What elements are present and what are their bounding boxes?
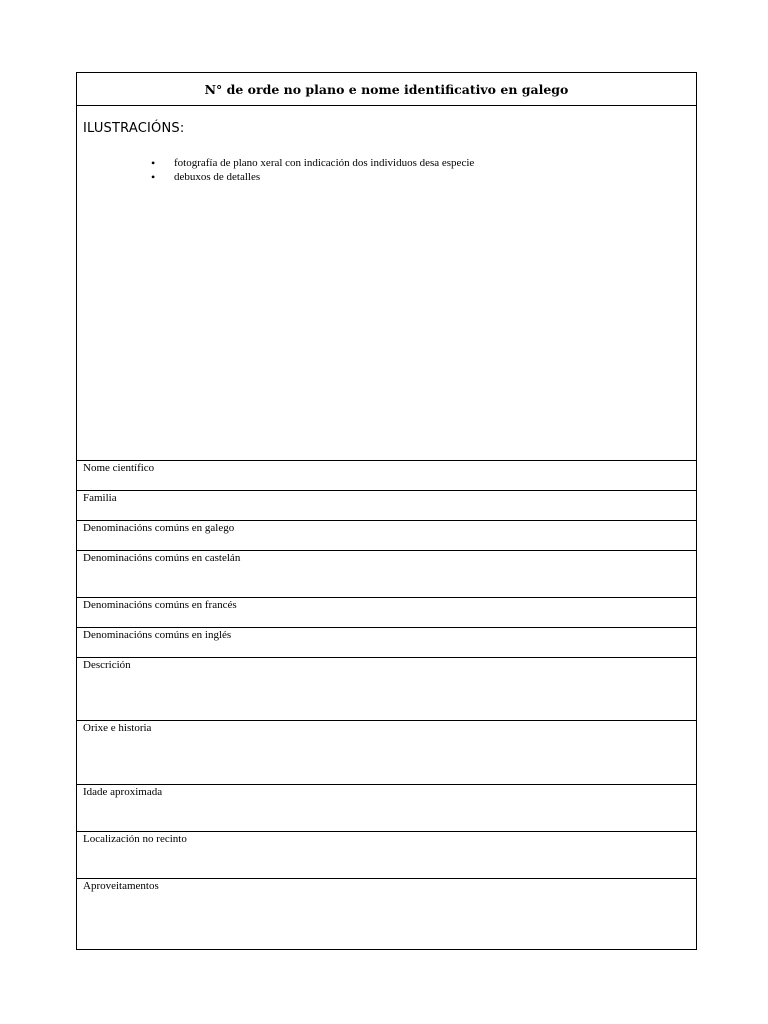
list-item: • debuxos de detalles — [151, 170, 474, 184]
field-location[interactable] — [77, 831, 696, 878]
record-form — [76, 72, 697, 950]
list-item: • fotografía de plano xeral con indicación dos individuos desa especie — [151, 156, 474, 170]
field-label: Denominacións comúns en francés — [83, 599, 237, 611]
title-row — [77, 73, 696, 106]
illustrations-heading: ILUSTRACIÓNS: — [83, 121, 185, 136]
field-uses[interactable] — [77, 878, 696, 950]
field-label: Denominacións comúns en castelán — [83, 552, 241, 564]
field-label: Localización no recinto — [83, 833, 187, 845]
field-label: Aproveitamentos — [83, 880, 159, 892]
field-common-names-french[interactable] — [77, 597, 696, 627]
field-common-names-galician[interactable] — [77, 520, 696, 550]
field-scientific-name[interactable] — [77, 460, 696, 490]
field-label: Descrición — [83, 659, 131, 671]
field-common-names-english[interactable] — [77, 627, 696, 657]
field-label: Nome científico — [83, 462, 155, 474]
illustrations-section — [77, 106, 696, 460]
illustrations-list — [151, 156, 474, 184]
field-common-names-spanish[interactable] — [77, 550, 696, 597]
field-approximate-age[interactable] — [77, 784, 696, 831]
field-label: Orixe e historia — [83, 722, 152, 734]
field-label: Denominacións comúns en galego — [83, 522, 235, 534]
field-family[interactable] — [77, 490, 696, 520]
field-label: Familia — [83, 492, 117, 504]
field-origin-history[interactable] — [77, 720, 696, 784]
field-description[interactable] — [77, 657, 696, 720]
field-label: Idade aproximada — [83, 786, 163, 798]
field-label: Denominacións comúns en inglés — [83, 629, 232, 641]
form-title: N° de orde no plano e nome identificativo en galego — [204, 81, 569, 97]
